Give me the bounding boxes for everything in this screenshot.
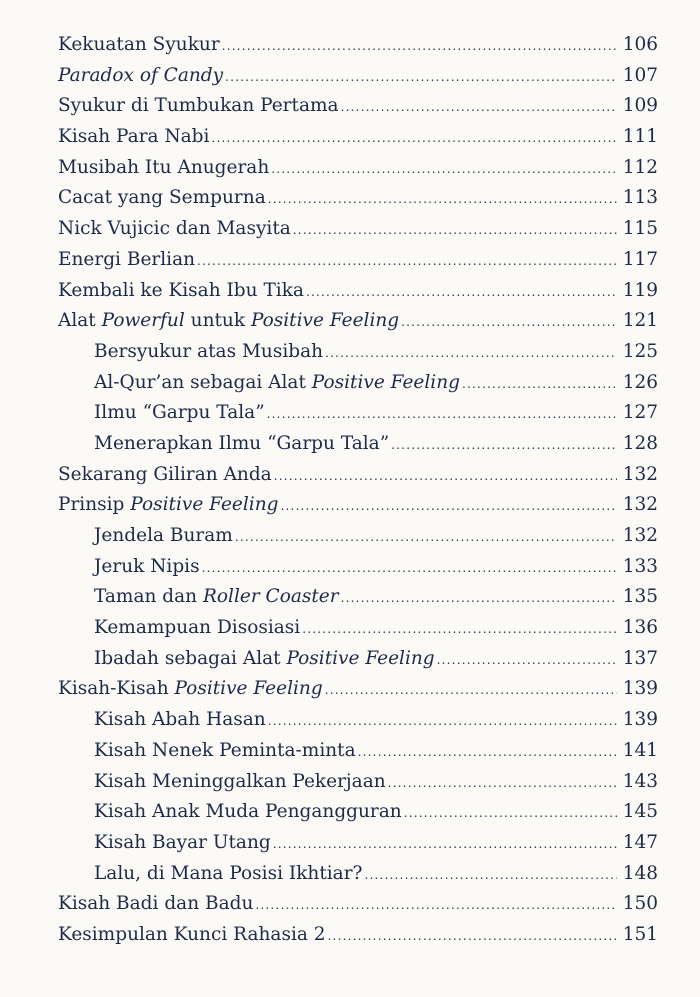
toc-page-number: 117 <box>622 248 658 270</box>
toc-entry-title <box>94 368 460 399</box>
toc-title-segment: Kisah-Kisah <box>58 678 175 700</box>
toc-entry-title <box>58 889 253 920</box>
toc-title-segment: Ilmu “Garpu Tala” <box>94 402 265 424</box>
toc-entry-title <box>94 797 402 828</box>
toc-entry <box>58 460 658 491</box>
toc-entry <box>58 674 658 705</box>
toc-title-segment: Lalu, di Mana Posisi Ikhtiar? <box>94 862 363 884</box>
dot-leader <box>293 215 617 246</box>
toc-entry <box>58 61 658 92</box>
toc-title-italic-segment: Positive Feeling <box>174 678 323 700</box>
dot-leader <box>267 399 617 430</box>
toc-title-segment: Jeruk Nipis <box>94 555 200 577</box>
toc-title-segment: Kisah Bayar Utang <box>94 831 271 853</box>
toc-page-number: 143 <box>622 770 658 792</box>
dot-leader <box>437 645 617 676</box>
toc-page-number: 119 <box>622 279 658 301</box>
toc-title-segment: Alat <box>58 310 102 332</box>
dot-leader <box>280 491 616 522</box>
toc-title-italic-segment: Paradox of Candy <box>58 64 224 86</box>
dot-leader <box>325 338 617 369</box>
toc-page-number: 151 <box>622 923 658 945</box>
toc-entry-title <box>58 920 326 951</box>
toc-title-segment: Prinsip <box>58 494 131 516</box>
dot-leader <box>328 921 617 952</box>
toc-title-segment: Kisah Meninggalkan Pekerjaan <box>94 770 386 792</box>
toc-entry-title <box>94 552 200 583</box>
toc-page-number: 148 <box>622 862 658 884</box>
toc-title-segment: Musibah Itu Anugerah <box>58 156 270 178</box>
dot-leader <box>391 430 617 461</box>
toc-entry <box>58 153 658 184</box>
toc-title-segment: Sekarang Giliran Anda <box>58 463 272 485</box>
toc-title-segment: Kisah Abah Hasan <box>94 709 266 731</box>
toc-subentry <box>58 398 658 429</box>
toc-page-number: 106 <box>622 34 658 55</box>
toc-page-number: 115 <box>622 218 658 240</box>
toc-entry-title <box>58 306 399 337</box>
toc-title-segment: Taman dan <box>94 586 203 608</box>
dot-leader <box>388 768 617 799</box>
toc-page-number: 128 <box>622 432 658 454</box>
toc-entry-title <box>94 582 339 613</box>
toc-entry-title <box>58 153 269 184</box>
toc-entry-title <box>58 245 195 276</box>
toc-entry-title <box>58 122 209 153</box>
toc-entry <box>58 276 658 307</box>
toc-title-segment: Jendela Buram <box>94 525 233 546</box>
toc-page-number: 132 <box>622 494 658 516</box>
toc-title-segment: untuk <box>184 310 251 332</box>
toc-page-number: 139 <box>622 678 658 700</box>
toc-page-number: 113 <box>622 187 658 209</box>
toc-page-number: 126 <box>622 371 658 393</box>
toc-entry <box>58 214 658 245</box>
toc-page-number: 112 <box>622 156 658 178</box>
toc-page-number: 139 <box>622 709 658 731</box>
dot-leader <box>273 829 617 860</box>
toc-title-italic-segment: Positive Feeling <box>311 371 460 393</box>
dot-leader <box>268 706 617 737</box>
dot-leader <box>462 369 617 400</box>
toc-entry-title <box>58 276 304 307</box>
toc-title-italic-segment: Positive Feeling <box>286 647 435 669</box>
toc-entry <box>58 306 658 337</box>
toc-entry <box>58 490 658 521</box>
dot-leader <box>325 675 617 706</box>
toc-title-italic-segment: Powerful <box>101 310 185 332</box>
toc-entry-title <box>58 30 220 61</box>
toc-title-italic-segment: Positive Feeling <box>250 310 400 332</box>
toc-entry <box>58 122 658 153</box>
toc-page-number: 145 <box>622 801 658 823</box>
toc-subentry <box>58 337 658 368</box>
toc-entry-title <box>58 91 339 122</box>
toc-title-segment: Al-Qur’an sebagai Alat <box>94 371 312 393</box>
toc-entry-title <box>94 705 266 736</box>
dot-leader <box>255 890 616 921</box>
dot-leader <box>306 277 617 308</box>
toc-page-number: 150 <box>622 893 658 915</box>
toc-title-segment: Kekuatan Syukur <box>58 34 220 55</box>
toc-title-segment: Bersyukur atas Musibah <box>94 340 324 362</box>
toc-entry <box>58 920 658 951</box>
toc-subentry <box>58 429 658 460</box>
toc-page-number: 141 <box>622 739 658 761</box>
toc-subentry <box>58 767 658 798</box>
toc-title-segment: Kisah Nenek Peminta-minta <box>94 739 356 761</box>
toc-title-segment: Kembali ke Kisah Ibu Tika <box>58 279 304 301</box>
toc-subentry <box>58 705 658 736</box>
toc-entry <box>58 30 658 61</box>
toc-title-segment: Kisah Badi dan Badu <box>58 893 254 915</box>
toc-page-number: 133 <box>622 555 658 577</box>
toc-entry-title <box>94 521 233 552</box>
dot-leader <box>235 522 617 553</box>
dot-leader <box>211 123 616 154</box>
toc-title-italic-segment: Roller Coaster <box>202 586 339 608</box>
toc-page-number: 107 <box>622 64 658 86</box>
toc-subentry <box>58 613 658 644</box>
toc-page-number: 137 <box>622 647 658 669</box>
toc-title-segment: Nick Vujicic dan Masyita <box>58 218 291 240</box>
toc-page-number: 125 <box>622 340 658 362</box>
toc-page-number: 121 <box>622 310 658 332</box>
toc-subentry <box>58 368 658 399</box>
toc-entry-title <box>94 828 271 859</box>
toc-subentry <box>58 552 658 583</box>
toc-entry-title <box>58 460 272 491</box>
toc-page-number: 136 <box>622 617 658 639</box>
toc-page-number: 147 <box>622 831 658 853</box>
dot-leader <box>202 553 617 584</box>
toc-entry-title <box>94 613 300 644</box>
dot-leader <box>222 31 617 62</box>
toc-subentry <box>58 797 658 828</box>
toc-subentry <box>58 736 658 767</box>
toc-entry <box>58 183 658 214</box>
toc-title-segment: Cacat yang Sempurna <box>58 187 266 209</box>
toc-subentry <box>58 644 658 675</box>
toc-entry-title <box>94 644 435 675</box>
table-of-contents <box>58 30 658 951</box>
toc-title-segment: Syukur di Tumbukan Pertama <box>58 95 339 117</box>
toc-subentry <box>58 828 658 859</box>
dot-leader <box>341 583 617 614</box>
dot-leader <box>364 860 616 891</box>
toc-subentry <box>58 521 658 552</box>
toc-page-number: 135 <box>622 586 658 608</box>
toc-entry-title <box>94 337 323 368</box>
dot-leader <box>274 461 617 492</box>
dot-leader <box>268 184 617 215</box>
toc-title-segment: Kemampuan Disosiasi <box>94 617 301 639</box>
toc-entry-title <box>58 674 323 705</box>
toc-page-number: 109 <box>622 95 658 117</box>
dot-leader <box>302 614 616 645</box>
toc-page-number: 132 <box>622 525 658 546</box>
toc-entry-title <box>94 429 389 460</box>
toc-entry <box>58 91 658 122</box>
dot-leader <box>401 307 617 338</box>
toc-subentry <box>58 582 658 613</box>
toc-entry <box>58 245 658 276</box>
toc-title-segment: Kisah Para Nabi <box>58 126 210 148</box>
toc-title-segment: Kesimpulan Kunci Rahasia 2 <box>58 923 326 945</box>
toc-entry-title <box>58 61 223 92</box>
toc-page-number: 111 <box>622 126 658 148</box>
dot-leader <box>358 737 617 768</box>
toc-entry-title <box>58 214 291 245</box>
dot-leader <box>271 154 616 185</box>
toc-title-segment: Ibadah sebagai Alat <box>94 647 287 669</box>
toc-title-segment: Kisah Anak Muda Pengangguran <box>94 801 402 823</box>
toc-page-number: 132 <box>622 463 658 485</box>
toc-title-segment: Menerapkan Ilmu “Garpu Tala” <box>94 432 390 454</box>
toc-entry-title <box>94 398 265 429</box>
toc-page-number: 127 <box>622 402 658 424</box>
toc-subentry <box>58 859 658 890</box>
toc-entry-title <box>94 736 356 767</box>
dot-leader <box>404 798 617 829</box>
toc-title-italic-segment: Positive Feeling <box>130 494 279 516</box>
dot-leader <box>197 246 617 277</box>
dot-leader <box>341 92 617 123</box>
dot-leader <box>225 62 617 93</box>
toc-entry-title <box>94 859 362 890</box>
toc-entry <box>58 889 658 920</box>
toc-title-segment: Energi Berlian <box>58 248 196 270</box>
toc-entry-title <box>58 183 266 214</box>
toc-entry-title <box>58 490 278 521</box>
toc-entry-title <box>94 767 386 798</box>
